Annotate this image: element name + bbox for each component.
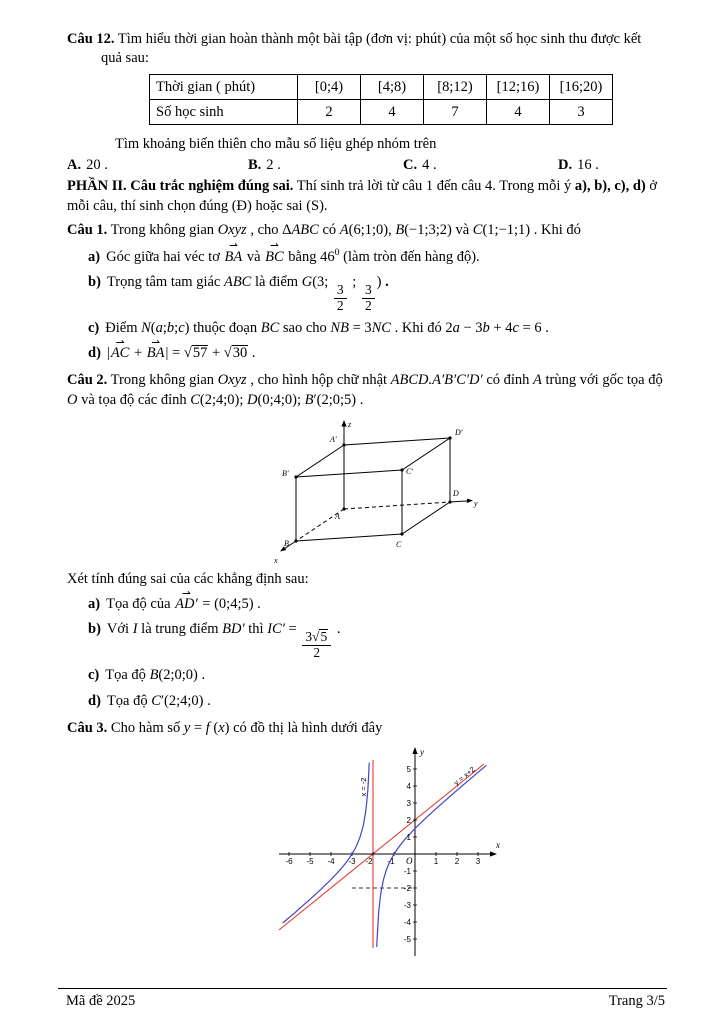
y-tick-label: -2	[403, 883, 411, 893]
table-cell: 2	[298, 100, 361, 125]
x-tick-label: -6	[285, 856, 293, 866]
q1-item-a	[88, 246, 665, 267]
box-front-bottom-edges	[296, 502, 450, 541]
item-label: d)	[88, 345, 101, 362]
q2-item-a	[88, 595, 665, 614]
x-tick-label: 3	[475, 856, 481, 866]
option-c-text: 4 .	[422, 157, 437, 174]
table-cell: [16;20)	[550, 75, 613, 100]
q1-item-c	[88, 319, 665, 338]
vertex-dot-a	[342, 507, 345, 510]
option-b	[248, 157, 403, 174]
y-tick-label: 2	[406, 815, 411, 825]
item-content: Với I là trung điểm BD′ thì IC′ = $\frac{3 √ 5}{2}$ .	[107, 621, 341, 637]
vertex-label-d-prime: D′	[455, 427, 463, 437]
option-a-text: 20 .	[86, 157, 108, 174]
asymptote-label: x = -2	[359, 777, 368, 797]
q12-options	[67, 157, 665, 174]
table-cell: [4;8)	[361, 75, 424, 100]
exam-content	[67, 30, 665, 964]
oblique-line	[279, 764, 484, 930]
q1-item-b	[88, 273, 665, 313]
item-label: d)	[88, 692, 101, 709]
table-cell: 3	[550, 100, 613, 125]
table-cell: [12;16)	[487, 75, 550, 100]
vertex-dot-d-prime	[448, 436, 451, 439]
item-content: Tọa độ C′(2;4;0) .	[106, 692, 211, 709]
y-tick-label: 4	[406, 781, 411, 791]
vertex-dot-b-prime	[294, 475, 297, 478]
vertex-label-c-prime: C′	[406, 466, 414, 476]
y-axis-arrow	[412, 747, 417, 754]
vertex-label-d: D	[453, 488, 459, 498]
table-cell: [0;4)	[298, 75, 361, 100]
y-axis-hidden-edge	[344, 502, 450, 509]
q2-item-c	[88, 666, 665, 685]
q12-frequency-table	[149, 74, 613, 125]
vertex-dot-c-prime	[400, 468, 403, 471]
origin-label: O	[406, 855, 413, 866]
vertex-dot-a-prime	[342, 443, 345, 446]
vertex-dot-d	[448, 500, 451, 503]
y-tick-label: 1	[406, 832, 411, 842]
table-cell: 4	[487, 100, 550, 125]
table-data-row	[150, 100, 613, 125]
axis-label-x: x	[274, 555, 278, 565]
q2-stem: Câu 2. Trong không gian Oxyz , cho hình hộp chữ nhật ABCD.A′B′C′D′ có đỉnh A trùng với gốc tọa độ O và tọa độ các đỉnh C(2;4;0); D(0;4;0); B′(2;0;5) .	[67, 372, 663, 408]
q2-item-d	[88, 692, 665, 711]
q2-item-b	[88, 620, 665, 660]
item-content: Trọng tâm tam giác ABC là điểm G(3; $\frac{3}{2}$ ; $\frac{3}{2}$ ) .	[106, 273, 389, 313]
option-d-label: D.	[558, 157, 573, 174]
z-arrow	[341, 420, 346, 427]
option-b-text: 2 .	[266, 157, 281, 174]
item-label: c)	[88, 320, 100, 337]
x-tick-label: 2	[454, 856, 460, 866]
option-d-text: 16 .	[577, 157, 599, 174]
table-cell: Số học sinh	[150, 100, 298, 125]
curve-left-branch	[283, 762, 370, 922]
table-cell: Thời gian ( phút)	[150, 75, 298, 100]
y-axis-label: y	[420, 746, 424, 757]
y-tick-label: 3	[406, 798, 411, 808]
q2-note: Xét tính đúng sai của các khẳng định sau:	[67, 570, 309, 587]
vertex-label-b: B	[284, 538, 289, 548]
vertex-label-a-prime: A′	[330, 434, 337, 444]
item-content: Tọa độ B(2;0;0) .	[105, 667, 206, 684]
item-label: b)	[88, 273, 101, 290]
q2-box-figure	[272, 416, 484, 568]
q12-stem: Câu 12. Tìm hiểu thời gian hoàn thành một bài tập (đơn vị: phút) của một số học sinh thu được kết quả sau:	[67, 31, 642, 67]
line-equation-label: y = x+2	[452, 764, 477, 788]
x-axis-arrow	[490, 851, 497, 856]
y-tick-label: 5	[406, 764, 411, 774]
item-content: Góc giữa hai véc tơ ⇀ BA và ⇀ BC bằng $46^0$ (làm tròn đến hàng độ).	[106, 249, 480, 265]
box-top-face	[296, 438, 450, 477]
table-cell: 7	[424, 100, 487, 125]
y-tick-label: -4	[403, 917, 411, 927]
table-cell: 4	[361, 100, 424, 125]
page-number: Trang 3/5	[608, 993, 665, 1009]
item-label: c)	[88, 667, 100, 684]
axis-label-y: y	[474, 498, 478, 508]
q3-stem: Câu 3. Cho hàm số y = f (x) có đồ thị là hình dưới đây	[67, 719, 383, 736]
vertex-dot-c	[400, 532, 403, 535]
q3-function-graph	[265, 742, 565, 964]
option-c-label: C.	[403, 157, 418, 174]
vertex-label-b-prime: B′	[282, 468, 289, 478]
item-content: Điểm N(a;b;c) thuộc đoạn BC sao cho NB = 3NC . Khi đó 2a − 3b + 4c = 6 .	[105, 320, 549, 337]
vertex-label-c: C	[396, 539, 402, 549]
option-c	[403, 157, 558, 174]
y-tick-label: -1	[403, 866, 411, 876]
option-a	[67, 157, 248, 174]
part2-heading: PHẦN II. Câu trắc nghiệm đúng sai. Thí sinh trả lời từ câu 1 đến câu 4. Trong mỗi ý a), b), c), d) ở mỗi câu, thí sinh chọn đúng (Đ) hoặc sai (S).	[67, 178, 658, 214]
vertex-label-a: A	[335, 511, 340, 521]
table-header-row	[150, 75, 613, 100]
item-label: b)	[88, 620, 101, 637]
q1-item-d	[88, 344, 665, 363]
y-tick-label: -3	[403, 900, 411, 910]
vertex-dot-b	[294, 539, 297, 542]
item-content: |⇀ AC + ⇀ BA| = √ 57 + √ 30 .	[107, 345, 256, 361]
page-footer	[58, 988, 667, 1010]
item-content: Tọa độ của ⇀ AD′ = (0;4;5) .	[106, 596, 261, 612]
option-b-label: B.	[248, 157, 262, 174]
x-tick-label: -1	[387, 856, 395, 866]
q12-question: Tìm khoảng biến thiên cho mẫu số liệu ghép nhóm trên	[115, 136, 437, 153]
x-tick-label: -5	[306, 856, 314, 866]
item-label: a)	[88, 248, 101, 265]
x-tick-label: -4	[327, 856, 335, 866]
option-a-label: A.	[67, 157, 82, 174]
x-axis-label: x	[496, 839, 500, 850]
x-tick-label: 1	[433, 856, 439, 866]
option-d	[558, 157, 665, 174]
axis-label-z: z	[348, 419, 352, 429]
exam-code: Mã đề 2025	[66, 993, 136, 1009]
y-arrow	[467, 498, 473, 503]
table-cell: [8;12)	[424, 75, 487, 100]
x-tick-label: -3	[348, 856, 356, 866]
item-label: a)	[88, 595, 101, 612]
y-tick-label: -5	[403, 934, 411, 944]
q1-stem: Câu 1. Trong không gian Oxyz , cho ΔABC có A(6;1;0), B(−1;3;2) và C(1;−1;1) . Khi đó	[67, 221, 581, 238]
x-tick-label: -2	[365, 856, 373, 866]
